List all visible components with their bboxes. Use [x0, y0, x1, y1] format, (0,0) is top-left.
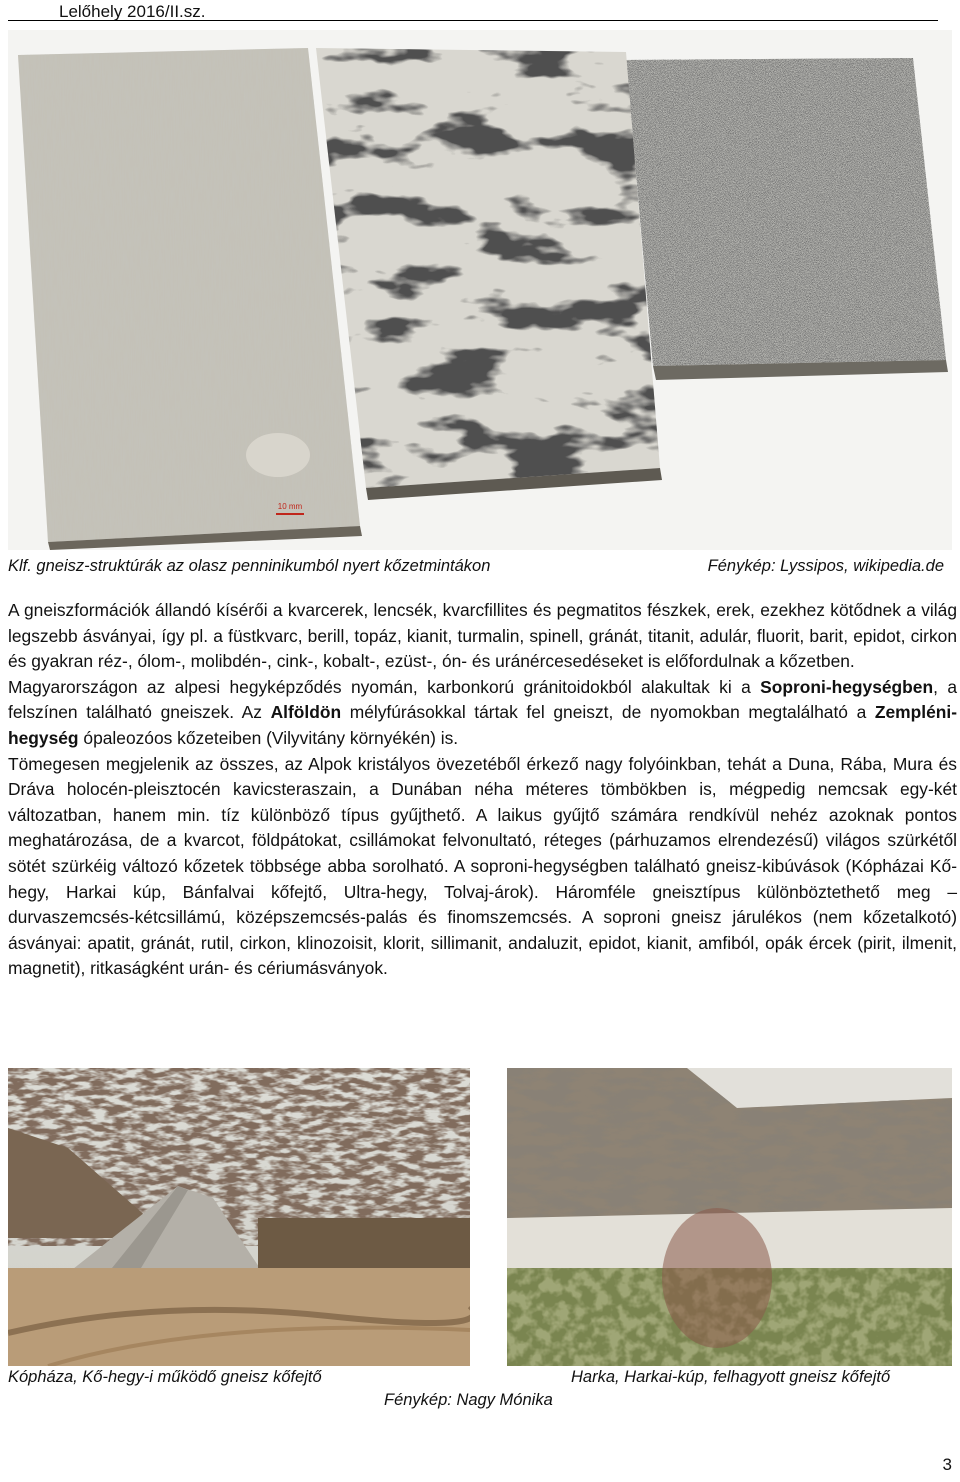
text-run: A gneiszformációk állandó kísérői a kvarcerek, lencsék, kvarcfillites és pegmatitos fészkek, erek, ezekhez kötődnek a világ legszebb ásványai, így pl. a füstkvarc, berill, topáz, kianit, turmalin, spinell, gránát, titanit, adulár, fluorit, barit, epidot, cirkon és gyakran réz-, ólom-, molibdén-, cink-, kobalt-, ezüst-, ón- és uránércesedéseket is előfordulnak a kőzetben. [8, 600, 957, 672]
bold-term: Alföldön [270, 702, 342, 723]
kophaza-quarry-photo [8, 1068, 470, 1366]
bold-term: Soproni-hegységben [760, 676, 934, 697]
figure2-caption-left: Kópháza, Kő-hegy-i működő gneisz kőfejtő [8, 1368, 322, 1386]
text-run: Tömegesen megjelenik az összes, az Alpok kristályos övezetéből érkező nagy folyóinkban, tehát a Duna, Rába, Mura és Dráva holocén-pleisztocén kavicsteraszain, a Dunában néha méteres tömbökben is, mégpedig nemcsak egy-két változatban, hanem min. tíz különböző típus gyűjthető. A laikus gyűjtő számára rendkívül nehéz azoknak pontos meghatározása, de a kvarcot, földpátokat, csillámokat felvonultató, réteges (párhuzamos elrendezésű) világos szürkétől sötét szürkéig változó kőzetek többsége abba sorolható. A soproni-hegységben található gneisz-kibúvások (Kópházai Kő-hegy, Harkai kúp, Bánfalvai kőfejtő, Ultra-hegy, Tolvaj-árok). Háromféle gneisztípus különböztethető meg – durvaszemcsés-kétcsillámú, középszemcsés-palás és finomszemcsés. A soproni gneisz járulékos (nem kőzetalkotó) ásványai: apatit, gránát, rutil, cirkon, klinozoisit, klorit, sillimanit, andaluzit, epidot, kianit, amfiból, opák ércek (pirit, ilmenit, magnetit), ritkaságként urán- és cériumásványok. [8, 753, 957, 979]
figure2-credit: Fénykép: Nagy Mónika [384, 1391, 553, 1409]
text-run: , a felszínen található gneiszek. Az [8, 676, 957, 723]
article-paragraph [8, 598, 957, 675]
article-paragraph [8, 752, 957, 982]
gneiss-samples-photo [8, 30, 952, 550]
article-paragraph [8, 675, 957, 752]
figure1-caption: Klf. gneisz-struktúrák az olasz penninikumból nyert kőzetmintákon [8, 557, 491, 575]
bold-term: Zempléni-hegység [8, 702, 957, 748]
text-run: Magyarországon az alpesi hegyképződés nyomán, karbonkorú gránitoidokból alakultak ki a [8, 676, 761, 697]
figure1-credit: Fénykép: Lyssipos, wikipedia.de [707, 557, 944, 575]
harka-quarry-photo [507, 1068, 952, 1366]
text-run: ópaleozóos kőzeteiben (Vilyvitány környékén) is. [78, 727, 459, 748]
header-rule [8, 20, 938, 21]
scale-label: 10 mm [277, 502, 303, 511]
running-header: Lelőhely 2016/II.sz. [59, 2, 206, 21]
page-number: 3 [942, 1455, 952, 1474]
article-body [8, 598, 957, 982]
figure2-caption-right: Harka, Harkai-kúp, felhagyott gneisz kőfejtő [571, 1368, 891, 1386]
text-run: mélyfúrásokkal tártak fel gneiszt, de nyomokban megtalálható a [341, 702, 875, 723]
